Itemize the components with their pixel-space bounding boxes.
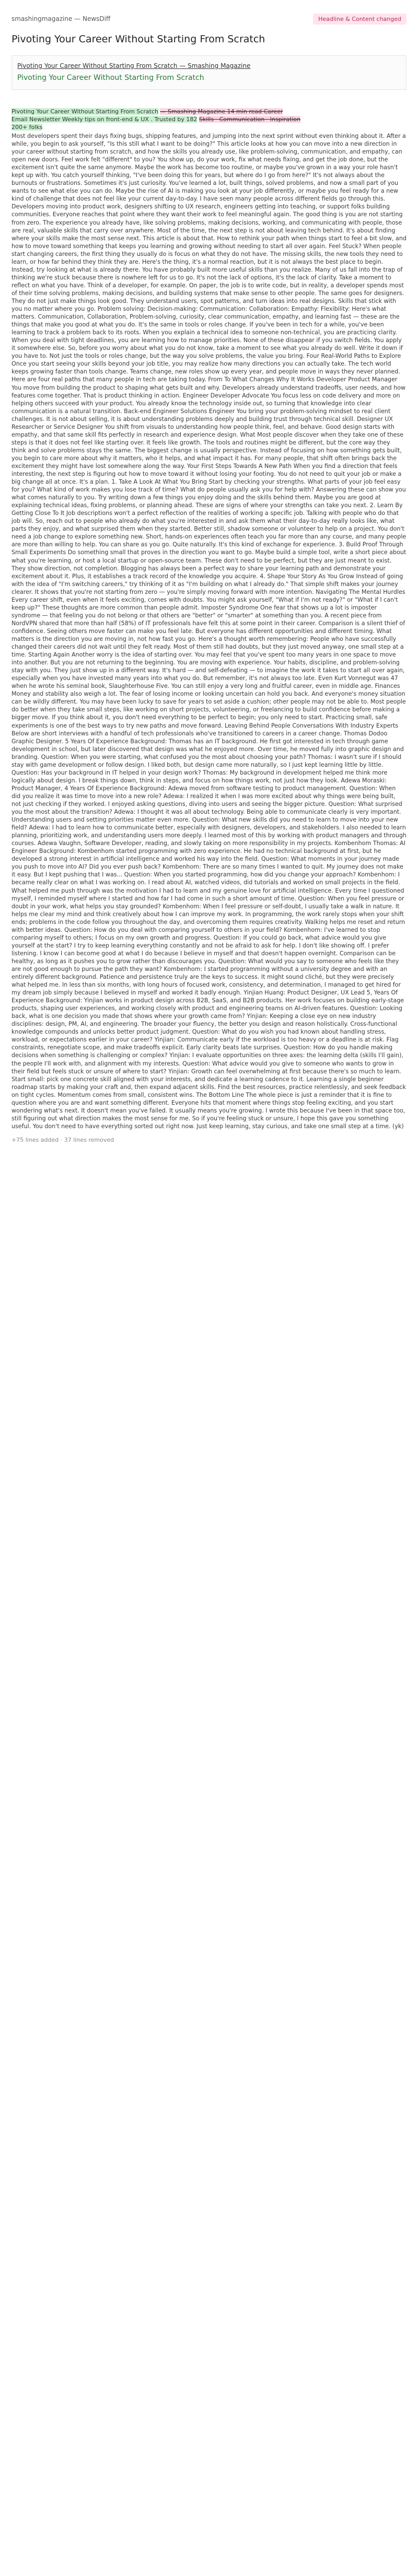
old-headline-title: Pivoting Your Career Without Starting From Scratch	[17, 62, 178, 69]
old-headline	[17, 62, 401, 69]
lead-subtitle-added: Email Newsletter Weekly tips on front-end & UX . Trusted by 182	[11, 116, 198, 123]
status-badge: Headline & Content changed	[313, 14, 407, 25]
lines-removed: · 37 lines removed	[59, 1137, 114, 1143]
old-headline-site: — Smashing Magazine	[179, 62, 251, 69]
section-link[interactable]: NewsDiff	[83, 15, 111, 22]
lines-added: +75 lines added	[11, 1136, 59, 1143]
top-bar	[11, 0, 407, 24]
diff-footer	[11, 1137, 407, 1143]
lead-count-added: 200+ folks	[11, 124, 43, 131]
lead-title-added: Pivoting Your Career Without Starting From Scratch	[11, 108, 158, 115]
brand-separator: —	[74, 15, 81, 22]
lead-removed-2	[199, 116, 300, 123]
headline-diff-box	[11, 55, 407, 90]
site-brand	[11, 15, 110, 22]
article-body: Most developers spent their days fixing bugs, shipping features, and jumping into the next sprint without even thinking about it. After a while, you begin to ask yourself, "Is this still what I want to be doing?" This article looks at how you can move into a new direction in your career without starting from scratch, and how the skills you already use, like problem-solving, communication, and empathy, can open new doors. Feel work felt "different" to you? You show up, do your work, fix what needs fixing, and get the job done, but the excitement isn't quite the same anymore. Maybe the work has become too routine, or maybe you've grown in a way your role hasn't kept up with. You catch yourself thinking, "I've been doing this for years, but where do I go from here?" It's not always about the burnouts or frustrations. Sometimes it's just curiosity. You've learned a lot, built things, solved problems, and now a small part of you wants to see what else you can do. Maybe the rise of AI is making you look at your job differently, or maybe you feel ready for a new kind of challenge that does not feel like your current day-to-day. I have seen many people across different fields go through this. Developers moving into product work, designers shifting to UX research, engineers getting into teaching, or support folks building communities. Everyone reaches that point where they want their work to feel meaningful again. The good thing is you are not starting from zero. The experience you already have, like solving problems, making decisions, working, and communicating with people, those are real, valuable skills that carry over anywhere. Most of the time, the next step is not about leaving tech behind. It's about finding where your skills make the most sense next. This article is about that. How to rethink your path when things start to feel a bit slow, and how to move toward something that keeps you learning and growing without needing to start all over again. Feel Stuck? When people start changing careers, the first thing they usually do is focus on what they do not have. The missing skills, the new tools they need to learn, or how far behind they think they are. Here's the thing, it's a normal reaction, but it is not always the best place to begin. Instead, try looking at what is already there. You have probably built more useful skills than you realize. Many of us fall into the trap of thinking we're stuck because there is nowhere left for us to go. It's not the lack of options, it's the lack of clarity. Take a moment to reflect on what you have. Think of a developer, for example. On paper, the job is to write code, but in reality, a developer spends most of their time solving problems, making decisions, and building systems that make sense to other people. The same goes for designers. They do not just make things look good. They understand users, spot patterns, and turn ideas into real designs. Skills that stick with you no matter where you go. Problem solving: Decision-making: Communication: Collaboration: Empathy: Flexibility: Here's what matters. Communication, Collaboration, Problem-solving, curiosity, clear communication, empathy, and learning fast — these are the things that make you good at what you do. It's the same in tools or roles change. If you've been in tech for a while, you've been learning to track a problem back to its roots. When you explain a technical idea to someone non-technical, you are practicing clarity. When you deal with tight deadlines, you are learning how to manage priorities. None of these disappear if you switch fields. You apply it somewhere else. So, before you worry about what you do not know, take a moment to see what you already do well. Write it down if you have to. Not just the tools or roles change, but the way you solve problems, the value you bring. Four Real-World Paths to Explore Once you start seeing your skills beyond your job title, you may realize how many directions you can actually take. The tech world keeps growing faster than tools change. Teams change, new roles show up every year, and people move in ways they never planned. Here are four real paths that many people in tech are taking today. From To What Changes Why It Works Developer Product Manager You move from building the product to shaping what gets built and why. Developers already understand tradeoffs, user needs, and how features come together. That is product thinking in action. Engineer Developer Advocate You focus less on code delivery and more on helping others succeed with your product. You already know the technology inside out, so turning that knowledge into clear communication is a natural transition. Back-end Engineer Solutions Engineer You bring your problem-solving mindset to real client challenges. It is not about selling, it is about understanding problems deeply and building trust through technical skill. Designer UX Researcher or Service Designer You shift from visuals to understanding how people think, feel, and behave. Good design starts with empathy, and that same skill fits perfectly in research and experience design. What Most people discover when they take one of these steps is that it does not feel like starting over. It feels like growth. The tools and routines might be different, but the core way they think and solve problems stays the same. The biggest change is usually perspective. Instead of focusing on how something gets built, you begin to care more about why it matters, who it helps, and what impact it has. For many people, that shift often brings back the excitement they might have lost somewhere along the way. Your First Steps Towards A New Path When you find a direction that feels interesting, the next step is figuring out how to move toward it without losing your footing. You do not need to quit your job or make a big change all at once. It's a plan. 1. Take A Look At What You Bring Start by checking your strengths. What parts of your job feel easy for you? What kind of work makes you lose track of time? What do people usually ask you for help with? Answering these can show you what comes naturally to you. Try writing down a few things you enjoy doing and the skills behind them. Maybe you are good at explaining technical ideas, fixing problems, or planning ahead. These are signs of where your strengths can take you next. 2. Learn By Getting Close To It Job descriptions won't a perfect reflection of the realities of working a specific job. Talking with people who do that job will. So, reach out to people who already do what you're interested in and ask them what their day-to-day really looks like, what parts they enjoy, and what surprised them when they started. Better still, shadow someone or volunteer to help on a project. You don't need a job change to explore something new. Short, hands-on experiences often teach you far more than any course, and many people are more than willing to help. You can share as you go. Quite naturally. It's this kind of exchange for experience. 3. Build Proof Through Small Experiments Do something small that proves in the direction you want to go. Maybe build a simple tool, write a short piece about what you're learning, or host a local startup or open-source team. These don't need to be perfect, but they are just meant to exist. They show direction, not completion. Blogging has always been a perfect way to share your learning path and demonstrate your excitement about it. Plus, it establishes a track record of the knowledge you acquire. 4. Shape Your Story As You Grow Instead of going with the idea of "I'm switching careers," try thinking of it as "I'm building on what I already do." That simple shift makes your journey clearer. It shows that you're not starting from zero — you're simply moving forward with more intention. Navigating The Mental Hurdles Every career shift, even when it feels exciting, comes with doubts. You might ask yourself, "What if I'm not ready?" or "What if I can't keep up?" These thoughts are more common than people admit. Imposter Syndrome One fear that shows up a lot is imposter syndrome — that feeling you do not belong or that others are "better" or "smarter" at something than you. A recent piece from NordVPN shared that more than half (58%) of IT professionals have felt this at some point in their career. Comparison is a silent thief of confidence. Seeing others move faster can make you feel late. But everyone has different opportunities and different timing. What matters is the direction you are moving in, not how fast you go. Here's a thought worth remembering: People who have successfully changed their careers did not wait until they felt ready. Most of them still had doubts, but they just moved anyway, one small step at a time. Starting Again Another worry is the idea of starting over. You may feel that you've spent too many years in one space to move into another. But you are not returning to the beginning. You are moving with experience. Your habits, discipline, and problem-solving stay with you. They just show up in a different way. It's hard — and self-defeating — to imagine the work it takes to start all over again, especially when you have invested many years into what you do. But remember, it's not always too late. Even Kurt Vonnegut was 47 when he wrote his seminal book, Slaughterhouse Five. You can still enjoy a very long and fruitful career, even in middle age. Finances Money and stability also weigh a lot. The fear of losing income or looking uncertain can hold you back. And everyone's money situation can be wildly different. You may have been lucky to save for years to set aside a cushion; other people may not be able to. Most people do better when they take small steps, like working on short projects, volunteering, or freelancing to build confidence before making a bigger move. If you think about it, you don't need everything to be perfect to begin; you only need to start. Practicing small, safe experiments is one of the best ways to try new paths and move forward. Leaving Behind People Conversations With Industry Experts Below are short interviews with a handful of tech professionals who've transitioned to careers in a career change. Thomas Dodoo Graphic Designer. 5 Years Of Experience Background: Thomas has an IT background. He first got interested in tech through game development in school, but later discovered that design was what he enjoyed more. Over time, he moved fully into graphic design and branding. Question: When you were starting, what confused you the most about choosing your path? Thomas: I wasn't sure if I should stay with game development or follow design. I liked both, but design came more naturally, so I just kept learning little by little. Question: Has your background in IT helped in your design work? Thomas: My background in development helped me think more logically about design. I break things down, think in steps, and focus on how things work, not just how they look. Adewa Moraski: Product Manager, 4 Years Of Experience Background: Adewa moved from software testing to product management. Question: When did you realize it was time to move into a new role? Adewa: I realized it when I was more excited about why things were being built, not just checking if they worked. I enjoyed asking questions, diving into users and seeing the bigger picture. Question: What surprised you the most about the transition? Adewa: I thought it was all about technology. Being able to communicate clearly is very important. Understanding users and setting priorities matter even more. Question: What new skills did you need to learn to move into your new field? Adewa: I had to learn how to communicate better, especially with designers, developers, and stakeholders. I also needed to learn planning, prioritizing work, and understanding users more deeply. I learned most of this by working with product managers and through courses. Adewa Vaughn, Software Developer, reading, and slowly taking on more responsibility in my projects. Kombenhom Thomas: AI Engineer Background: Kombenhom started programming with zero experience. He had no technical background at first, but he developed a strong interest in artificial intelligence and worked his way into the field. Question: What moments in your journey made you push to move into AI? Did you ever push back? Kombenhom: There are so many times I wanted to quit. My journey does not make it easy. But I kept pushing that I was... Question: When you started programming, how did you change your approach? Kombenhom: I became really clear on what I was working on. I read about AI, watched videos, did tutorials and worked on small projects in the field. What helped me push through was the motivation I had to learn and my genuine love for artificial intelligence. Every time I questioned myself, I reminded myself where I started and how far I had come in such a short amount of time. Question: When you feel pressure or doubt in your work, what helps you stay grounded? Kombenhom: When I feel pressure or self-doubt, I usually take a walk in nature. It helps me clear my mind and think creatively about how I can improve my work. In programming, the work rarely stops when your shift ends; problems in the code follow you throughout the day, and overcoming them requires creativity. Walking helps me reset and return with better ideas. Question: How do you deal with comparing yourself to others in your field? Kombenhom: I've learned to stop comparing myself to others; I focus on my own growth and progress. Question: If you could go back, what advice would you give yourself at the start? I try to keep learning everything constantly and not be afraid to ask for help. I don't like showing off. I prefer listening. I know I can become good at what I do because I believe in myself and that doesn't happen overnight. Comparison can be healthy, as long as it pushes you to grow rather than discourages you. Question: What would you say to someone who feels like they are not good enough to pursue the path they want? Kombenhom: I started programming without a university degree and with an entirely different background. Patience and persistence truly are the keys to success. It might sound cliché, but they were precisely what helped me. In less than six months, with long hours of focused work, consistency, and determination, I managed to get hired for my dream job simply because I believed in myself and worked it badly enough. Yinjian Huang: Product Designer, UX Lead 5, Years Of Experience Background: Yinjian works in product design across B2B, SaaS, and B2B products. Her work focuses on building early-stage products, shaping user experiences, and working closely with product and engineering teams on AI-driven features. Question: Looking back, what is one decision you made that shows where your growth came from? Yinjian: Keeping a close eye on new industry disciplines: design, PM, AI, and engineering. The broader your fluency, the better you design and reason holistically. Cross-functional knowledge compounds and unlocks better product judgment. Question: What do you wish you had known about handling stress, workload, or expectations earlier in your career? Yinjian: Communicate early if the workload is too heavy or a deadline is at risk. Flag constraints, renegotiate scope, and make tradeoffs explicit. Early clarity beats late surprises. Question: How do you handle making decisions when something is challenging or complex? Yinjian: I evaluate opportunities on three axes: the learning delta (skills I'll gain), the people I'll work with, and alignment with my interests. Question: What advice would you give to someone who wants to grow in their field but feels stuck or unsure of where to start? Yinjian: Growth can feel overwhelming at first because there's so much to learn. Start small: pick one concrete skill aligned with your interests, and dedicate a learning cadence to it. Learning a single beginner roadmap starts by making your craft and, then expand adjacent skills. Find the best resources, practice relentlessly, and seek feedback on tight cycles. Momentum comes from small, consistent wins. The Bottom Line The whole piece is just a reminder that it is fine to question where you are and want something different. Everyone hits that moment where things stop feeling exciting, and you start wondering what's next. It doesn't mean you've failed. It usually means you're growing. I wrote this because I've been in that space too, still figuring out what direction makes the most sense for me. So if you're feeling stuck or unsure, I hope this gave you something useful. You don't need to have everything sorted out right now. Just keep learning, stay curious, and take one small step at a time. (yk)	[11, 133, 407, 1130]
page-title: Pivoting Your Career Without Starting From Scratch	[11, 33, 265, 45]
lead-removed-2-text: Skills · Communication · Inspiration	[199, 116, 301, 123]
new-headline: Pivoting Your Career Without Starting From Scratch	[17, 74, 204, 82]
page	[0, 0, 418, 1143]
lead-removed	[160, 108, 283, 115]
lead-diff	[11, 108, 407, 131]
lead-removed-text: — Smashing Magazine 14 min read Career	[160, 108, 283, 115]
site-name-link[interactable]: smashingmagazine	[11, 15, 73, 22]
